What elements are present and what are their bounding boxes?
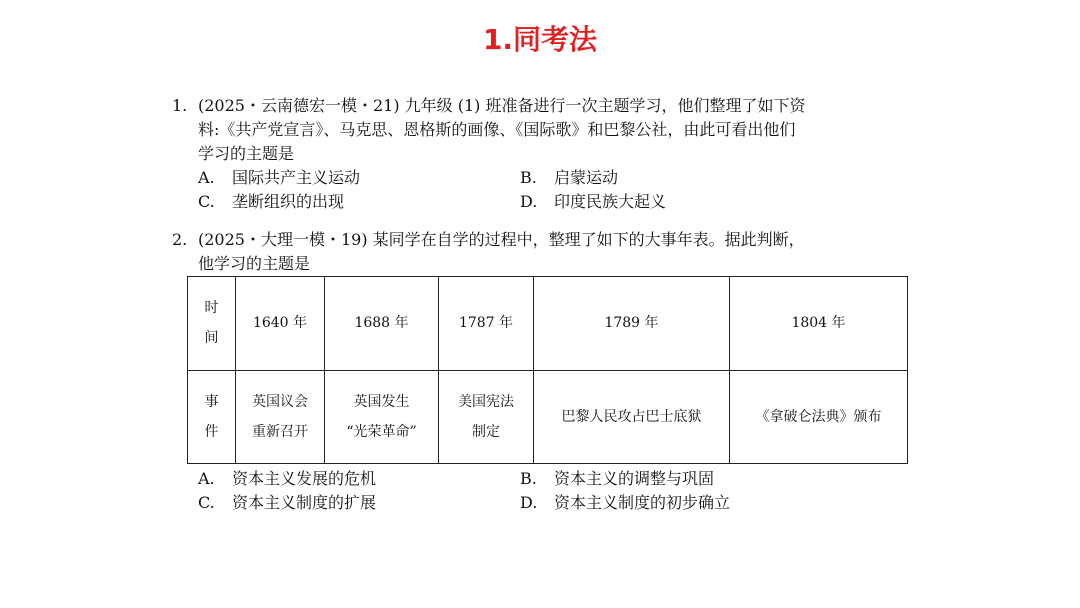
question-number: 1. <box>172 96 188 115</box>
options-row <box>172 491 892 515</box>
table-row <box>188 277 908 371</box>
options-row <box>172 190 892 214</box>
event-cell: 英国议会 重新召开 <box>236 370 325 464</box>
option-c[interactable]: C. 资本主义制度的扩展 <box>198 493 377 512</box>
option-b[interactable]: B. 启蒙运动 <box>520 168 619 187</box>
stem-line: (2025・大理一模・19) 某同学在自学的过程中，整理了如下的大事年表。据此判断， <box>198 230 805 249</box>
year-cell: 1688 年 <box>325 277 439 371</box>
option-c[interactable]: C. 垄断组织的出现 <box>198 192 345 211</box>
option-a[interactable]: A. 资本主义发展的危机 <box>198 469 377 488</box>
event-cell: 巴黎人民攻占巴士底狱 <box>534 370 730 464</box>
option-d[interactable]: D. 印度民族大起义 <box>520 192 667 211</box>
table-row <box>188 370 908 464</box>
year-cell: 1804 年 <box>730 277 908 371</box>
row-header-event: 事 件 <box>188 370 236 464</box>
year-cell: 1787 年 <box>439 277 534 371</box>
option-b[interactable]: B. 资本主义的调整与巩固 <box>520 469 715 488</box>
page-title: 1.同考法 <box>482 23 598 56</box>
question-2-options <box>172 467 892 515</box>
stem-line: 学习的主题是 <box>198 144 295 163</box>
stem-line: 料:《共产党宣言》、马克思、恩格斯的画像、《国际歌》和巴黎公社，由此可看出他们 <box>198 120 796 139</box>
option-d[interactable]: D. 资本主义制度的初步确立 <box>520 493 731 512</box>
question-2 <box>172 228 892 276</box>
timeline-table <box>187 276 908 464</box>
event-cell: 英国发生 “光荣革命” <box>325 370 439 464</box>
question-stem <box>198 228 892 276</box>
question-1 <box>172 94 892 214</box>
year-cell: 1640 年 <box>236 277 325 371</box>
event-cell: 《拿破仑法典》颁布 <box>730 370 908 464</box>
year-cell: 1789 年 <box>534 277 730 371</box>
stem-line: 他学习的主题是 <box>198 254 311 273</box>
stem-line: (2025・云南德宏一模・21) 九年级 (1) 班准备进行一次主题学习，他们整理了如下资 <box>198 96 806 115</box>
options-row <box>172 166 892 190</box>
options-row <box>172 467 892 491</box>
question-number: 2. <box>172 230 188 249</box>
event-cell: 美国宪法 制定 <box>439 370 534 464</box>
option-a[interactable]: A. 国际共产主义运动 <box>198 168 361 187</box>
question-stem <box>198 94 892 166</box>
row-header-time: 时 间 <box>188 277 236 371</box>
